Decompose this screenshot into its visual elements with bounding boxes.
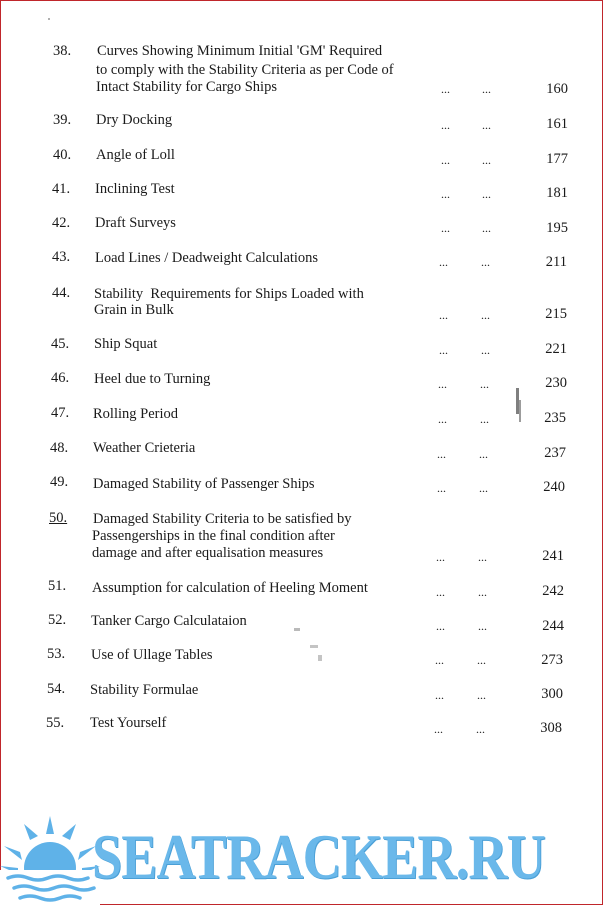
entry-number: 47.: [51, 405, 70, 421]
leader-dots: ...: [479, 447, 488, 461]
page-number: 308: [540, 720, 562, 736]
page-number: 177: [546, 151, 568, 167]
leader-dots: ...: [439, 308, 448, 322]
page-number: 235: [544, 410, 566, 426]
leader-dots: ...: [434, 722, 443, 736]
entry-number: 54.: [47, 681, 66, 697]
leader-dots: ...: [481, 308, 490, 322]
page-number: 211: [545, 254, 567, 270]
entry-number: 42.: [52, 215, 71, 231]
entry-number: 43.: [52, 249, 71, 265]
entry-title-line: Heel due to Turning: [94, 371, 211, 387]
entry-number: 49.: [50, 474, 69, 490]
entry-number: 45.: [51, 336, 70, 352]
entry-title-line: Weather Crieteria: [93, 440, 196, 456]
entry-title-line: Stability Requirements for Ships Loaded with: [94, 286, 364, 302]
leader-dots: ...: [441, 153, 450, 167]
leader-dots: ...: [477, 688, 486, 702]
leader-dots: ...: [435, 653, 444, 667]
leader-dots: ...: [441, 82, 450, 96]
leader-dots: ...: [482, 153, 491, 167]
leader-dots: ...: [439, 255, 448, 269]
entry-title-line: Test Yourself: [90, 715, 167, 731]
leader-dots: ...: [482, 82, 491, 96]
entry-title-line: Intact Stability for Cargo Ships: [96, 79, 277, 95]
leader-dots: ...: [482, 221, 491, 235]
leader-dots: ...: [480, 412, 489, 426]
entry-number: 55.: [46, 715, 65, 731]
entry-title-line: Damaged Stability Criteria to be satisfied by: [93, 511, 352, 527]
entry-title-line: Angle of Loll: [96, 147, 175, 163]
entry-number: 44.: [52, 285, 71, 301]
leader-dots: ...: [481, 255, 490, 269]
watermark-text: SEATRACKER.RU: [92, 822, 545, 892]
page-number: 221: [545, 341, 567, 357]
entry-title-line: Grain in Bulk: [94, 302, 174, 318]
page-number: 300: [541, 686, 563, 702]
leader-dots: ...: [477, 653, 486, 667]
leader-dots: ...: [441, 221, 450, 235]
leader-dots: ...: [436, 619, 445, 633]
leader-dots: ...: [438, 412, 447, 426]
entry-number: 52.: [48, 612, 67, 628]
leader-dots: ...: [482, 187, 491, 201]
entry-title-line: Draft Surveys: [95, 215, 176, 231]
page-number: 160: [546, 81, 568, 97]
leader-dots: ...: [438, 377, 447, 391]
leader-dots: ...: [441, 118, 450, 132]
page-number: 161: [546, 116, 568, 132]
entry-number: 50.: [49, 510, 68, 526]
entry-title-line: damage and after equalisation measures: [92, 545, 324, 561]
entry-title-line: Tanker Cargo Calculataion: [91, 613, 247, 629]
entry-title-line: Assumption for calculation of Heeling Moment: [92, 580, 368, 596]
page-number: 242: [542, 583, 564, 599]
leader-dots: ...: [441, 187, 450, 201]
entry-title-line: Rolling Period: [93, 406, 178, 422]
leader-dots: ...: [437, 447, 446, 461]
watermark-banner: [0, 812, 603, 905]
leader-dots: ...: [480, 377, 489, 391]
entry-title-line: Passengerships in the final condition after: [92, 528, 335, 544]
leader-dots: ...: [437, 481, 446, 495]
page-number: 237: [544, 445, 566, 461]
page-number: 215: [545, 306, 567, 322]
leader-dots: ...: [436, 550, 445, 564]
entry-title-line: Load Lines / Deadweight Calculations: [95, 250, 319, 266]
page-number: 230: [545, 375, 567, 391]
entry-number: 51.: [48, 578, 67, 594]
leader-dots: ...: [439, 343, 448, 357]
entry-title-line: Curves Showing Minimum Initial 'GM' Required: [97, 43, 383, 59]
entry-title-line: Ship Squat: [94, 336, 158, 352]
entry-title-line: Dry Docking: [96, 112, 173, 128]
page-number: 195: [546, 220, 568, 236]
leader-dots: ...: [481, 343, 490, 357]
page-number: 181: [546, 185, 568, 201]
page-number: 273: [541, 652, 563, 668]
page-number: 244: [542, 618, 564, 634]
entry-number: 48.: [50, 440, 69, 456]
leader-dots: ...: [478, 585, 487, 599]
leader-dots: ...: [476, 722, 485, 736]
entry-title-line: Use of Ullage Tables: [91, 647, 213, 663]
leader-dots: ...: [478, 550, 487, 564]
leader-dots: ...: [478, 619, 487, 633]
leader-dots: ...: [479, 481, 488, 495]
entry-title-line: to comply with the Stability Criteria as per Code of: [96, 62, 394, 78]
entry-number: 40.: [53, 147, 72, 163]
entry-number: 46.: [51, 370, 70, 386]
entry-title-line: Damaged Stability of Passenger Ships: [93, 476, 315, 492]
page-number: 240: [543, 479, 565, 495]
entry-number: 53.: [47, 646, 66, 662]
page-number: 241: [542, 548, 564, 564]
entry-number: 39.: [53, 112, 72, 128]
entry-title-line: Inclining Test: [95, 181, 175, 197]
sun-logo-icon: [0, 812, 100, 905]
leader-dots: ...: [482, 118, 491, 132]
entry-title-line: Stability Formulae: [90, 682, 199, 698]
entry-number: 41.: [52, 181, 71, 197]
leader-dots: ...: [436, 585, 445, 599]
leader-dots: ...: [435, 688, 444, 702]
entry-number: 38.: [53, 43, 72, 59]
